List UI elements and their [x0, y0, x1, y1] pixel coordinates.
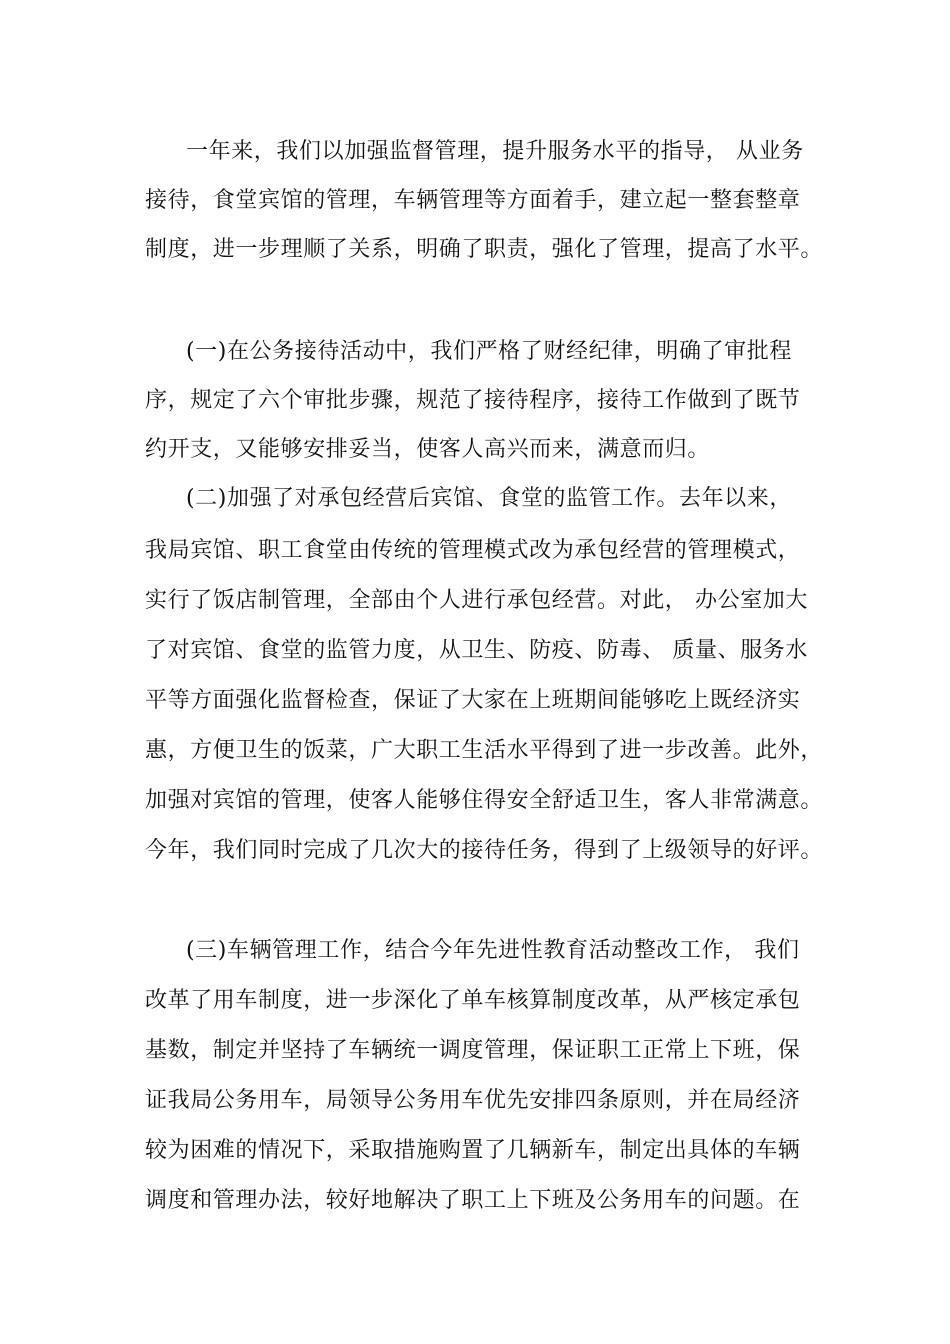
text-line: 改革了用车制度，进一步深化了单车核算制度改革，从严核定承包 [145, 988, 801, 1013]
text-line: 我局宾馆、职工食堂由传统的管理模式改为承包经营的管理模式， [145, 538, 801, 563]
text-line: 实行了饭店制管理，全部由个人进行承包经营。对此， 办公室加大 [145, 588, 808, 613]
text-line: 惠，方便卫生的饭菜，广大职工生活水平得到了进一步改善。此外， [145, 738, 824, 763]
text-line: (一)在公务接待活动中，我们严格了财经纪律，明确了审批程 [186, 339, 792, 364]
text-line: 较为困难的情况下，采取措施购置了几辆新车，制定出具体的车辆 [145, 1138, 801, 1163]
text-line: 基数，制定并坚持了车辆统一调度管理，保证职工正常上下班，保 [145, 1038, 801, 1063]
text-line: (二)加强了对承包经营后宾馆、食堂的监管工作。去年以来， [186, 486, 792, 511]
text-line: 调度和管理办法，较好地解决了职工上下班及公务用车的问题。在 [145, 1188, 801, 1213]
text-line: 今年，我们同时完成了几次大的接待任务，得到了上级领导的好评。 [145, 838, 824, 863]
text-line: 一年来，我们以加强监督管理，提升服务水平的指导， 从业务 [186, 139, 804, 164]
text-line: 平等方面强化监督检查，保证了大家在上班期间能够吃上既经济实 [145, 688, 801, 713]
text-line: 制度，进一步理顺了关系，明确了职责，强化了管理，提高了水平。 [145, 237, 824, 262]
text-line: 了对宾馆、食堂的监管力度，从卫生、防疫、防毒、 质量、服务水 [145, 638, 808, 663]
text-line: 接待，食堂宾馆的管理，车辆管理等方面着手，建立起一整套整章 [145, 188, 801, 213]
text-line: 约开支，又能够安排妥当，使客人高兴而来，满意而归。 [145, 437, 711, 462]
text-line: 序，规定了六个审批步骤，规范了接待程序，接待工作做到了既节 [145, 388, 801, 413]
text-line: (三)车辆管理工作，结合今年先进性教育活动整改工作， 我们 [186, 938, 800, 963]
text-line: 加强对宾馆的管理，使客人能够住得安全舒适卫生，客人非常满意。 [145, 788, 824, 813]
text-line: 证我局公务用车，局领导公务用车优先安排四条原则，并在局经济 [145, 1088, 801, 1113]
